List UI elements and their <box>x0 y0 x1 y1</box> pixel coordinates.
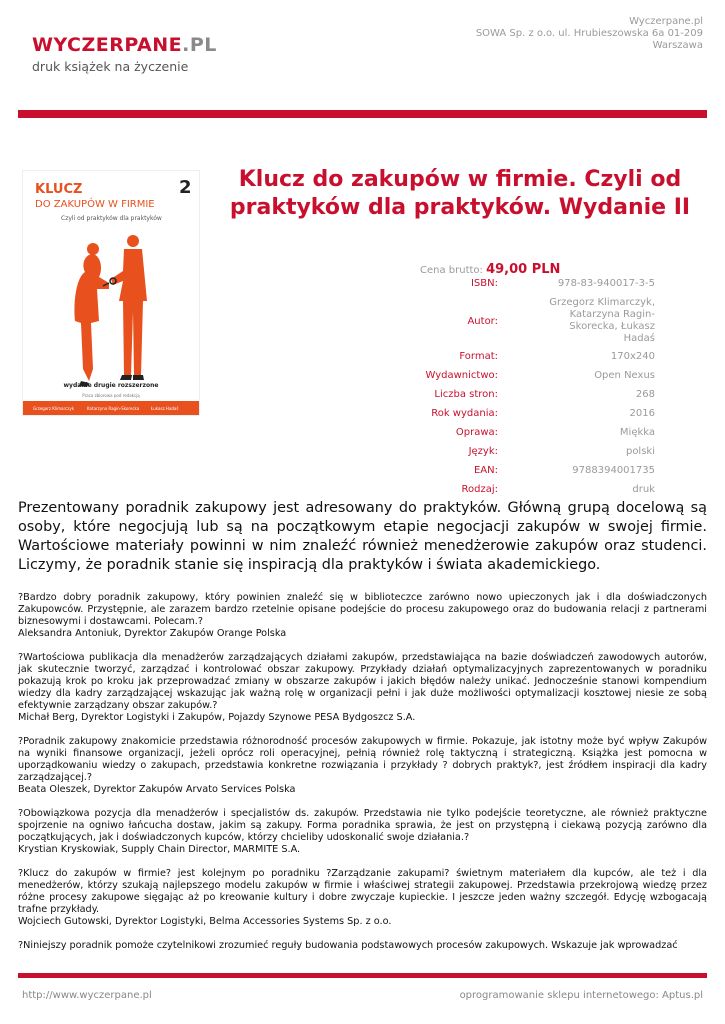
site-logo[interactable] <box>32 34 217 74</box>
spec-label: Język: <box>468 446 498 457</box>
cover-editor-note: Praca zbiorowa pod redakcją <box>82 393 140 398</box>
spec-label: Oprawa: <box>455 427 498 438</box>
spec-label: Format: <box>459 351 498 362</box>
header-divider <box>18 110 707 118</box>
price-row <box>420 262 660 277</box>
description-intro: Prezentowany poradnik zakupowy jest adresowany do praktyków. Główną grupą docelową są osoby, które negocjują lub są na początkowym etapie negocjacji zakupów w swojej firmie. Wartościowe materiały powinni w nim znaleźć również menedżerowie zakupów oraz studenci. Liczymy, że poradnik stanie się inspiracją dla praktyków i świata akademickiego. <box>18 500 707 573</box>
cover-title-line-2: DO ZAKUPÓW W FIRMIE <box>35 199 155 210</box>
footer-divider <box>18 973 707 978</box>
product-specs <box>370 278 655 496</box>
spec-value: 170x240 <box>610 351 655 362</box>
spec-value: 9788394001735 <box>572 465 655 476</box>
cover-edition: wydanie drugie rozszerzone <box>63 382 159 389</box>
spec-label: ISBN: <box>470 278 498 289</box>
review-text: ?Poradnik zakupowy znakomicie przedstawia różnorodność procesów zakupowych w firmie. Pokazuje, jak istotny może być wpływ Zakupów na wyniki finansowe organizacji, jeżeli oprócz roli operacyjnej, pełnią również rolę taktyczną i strategiczną. Książka jest pomocna w uporządkowaniu wiedzy o zakupach, przedstawia konkretne rozwiązania i przykłady ? dobrych praktyk?, jest źródłem inspiracji dla kadry zarządzającej.? <box>18 736 707 783</box>
review-text: ?Bardzo dobry poradnik zakupowy, który powinien znaleźć się w biblioteczce zarówno nowo upieczonych jak i dla doświadczonych Zakupowców. Przystępnie, ale zarazem bardzo rzetelnie opisane podejście do procesu zakupowego oraz do budowania relacji z partnerami biznesowymi i dostawcami. Polecam.? <box>18 592 707 627</box>
spec-value: 978-83-940017-3-5 <box>557 278 655 289</box>
footer-site-link[interactable]: http://www.wyczerpane.pl <box>22 990 152 1001</box>
spec-label: Rok wydania: <box>431 408 498 419</box>
spec-label: Wydawnictwo: <box>425 370 498 381</box>
spec-value <box>498 297 655 345</box>
spec-value: polski <box>625 446 655 457</box>
businessman-figure <box>111 235 147 380</box>
cover-author-3: Łukasz Hadaś <box>151 406 179 411</box>
review-text: ?Obowiązkowa pozycja dla menadżerów i specjalistów ds. zakupów. Przedstawia nie tylko podejście teoretyczne, ale również praktyczne spojrzenie na ogniwo łańcucha dostaw, jakim są zakupy. Forma poradnika sprawia, że jest on przystępną i ciekawą pozycją zarówno dla początkujących, jak i doświadczonych kupców, którzy chcieliby udoskonalić swoje działania.? <box>18 808 707 843</box>
cover-title-line-1: KLUCZ <box>35 182 83 197</box>
spec-label: Rodzaj: <box>461 484 498 495</box>
review-text: ?Niniejszy poradnik pomoże czytelnikowi zrozumieć reguły budowania podstawowych procesów zakupowych. Wskazuje jak wprowadzać <box>18 940 678 951</box>
cover-author-1: Grzegorz Klimarczyk <box>33 406 75 411</box>
spec-row-format <box>370 351 655 363</box>
footer-software-credit: oprogramowanie sklepu internetowego: Aptus.pl <box>459 990 703 1001</box>
review-author: Beata Oleszek, Dyrektor Zakupów Arvato Services Polska <box>18 784 296 795</box>
book-cover-art <box>23 171 199 415</box>
review-text: ?Klucz do zakupów w firmie? jest kolejnym po poradniku ?Zarządzanie zakupami? świetnym materiałem dla kupców, ale też i dla menedżerów, którzy szukają najlepszego modelu zakupów w firmie i właściwej strategii zakupowej. Przedstawia przekrojową wiedzę przez różne procesy zakupowe sięgając aż po kreowanie kultury i dobre zwyczaje kupieckie. I jeszcze jeden ważny szczegół. Edycję wzbogacają trafne przykłady. <box>18 868 707 915</box>
shop-name: Wyczerpane.pl <box>629 16 703 27</box>
logo-wordmark <box>32 34 217 56</box>
review-author: Krystian Kryskowiak, Supply Chain Director, MARMITE S.A. <box>18 844 301 855</box>
spec-label: Liczba stron: <box>434 389 498 400</box>
price-value: 49,00 PLN <box>486 262 561 277</box>
spec-value: Miękka <box>619 427 655 438</box>
review <box>18 868 707 928</box>
spec-row-ean <box>370 465 655 477</box>
spec-value: 2016 <box>629 408 655 419</box>
logo-wordmark-domain: .PL <box>182 34 217 56</box>
review-author: Michał Berg, Dyrektor Logistyki i Zakupów, Pojazdy Szynowe PESA Bydgoszcz S.A. <box>18 712 416 723</box>
price-label: Cena brutto: <box>420 265 483 276</box>
logo-tagline: druk książek na życzenie <box>32 59 189 74</box>
cover-author-2: Katarzyna Ragin-Skorecka <box>87 406 140 411</box>
spec-row-type <box>370 484 655 496</box>
spec-value: Open Nexus <box>594 370 655 381</box>
spec-row-year <box>370 408 655 420</box>
cover-edition-number: 2 <box>179 177 192 198</box>
spec-row-author <box>370 297 655 345</box>
cover-subtitle: Czyli od praktyków dla praktyków <box>61 215 162 222</box>
reviews <box>18 592 707 964</box>
logo-wordmark-main: WYCZERPANE <box>32 34 183 56</box>
review-author: Wojciech Gutowski, Dyrektor Logistyki, Belma Accessories Systems Sp. z o.o. <box>18 916 392 927</box>
review <box>18 940 707 952</box>
shop-address-line-1: SOWA Sp. z o.o. ul. Hrubieszowska 6a 01-209 <box>475 28 703 39</box>
spec-row-publisher <box>370 370 655 382</box>
spec-row-language <box>370 446 655 458</box>
review-text: ?Wartościowa publikacja dla menadżerów zarządzających działami zakupów, przedstawiająca na bazie doświadczeń zawodowych autorów, jak skutecznie tworzyć, zarządzać i kontrolować obszar zakupowy. Przykłady działań optymalizacyjnych zaprezentowanych w poradniku pokazują krok po kroku jak przeprowadzać zmiany w obszarze zakupów i jakich błędów należy unikać. Jednocześnie stanowi kompendium wiedzy dla kadry zarządzającej wskazując jak ważną rolę w organizacji pełni i jak duże możliwości optymalizacji kosztowej niesie ze sobą efektywnie zarządzany obszar zakupów.? <box>18 652 707 711</box>
spec-row-isbn <box>370 278 655 290</box>
spec-label: Autor: <box>467 315 498 327</box>
review <box>18 652 707 724</box>
shop-address-line-2: Warszawa <box>652 40 703 51</box>
spec-row-binding <box>370 427 655 439</box>
review <box>18 808 707 856</box>
spec-row-pages <box>370 389 655 401</box>
book-cover <box>22 170 200 416</box>
shop-info <box>476 16 703 52</box>
spec-value-author: Grzegorz Klimarczyk, Katarzyna Ragin-Skorecka, Łukasz Hadaś <box>549 297 655 344</box>
businesswoman-figure <box>74 243 109 387</box>
product-title: Klucz do zakupów w firmie. Czyli od praktyków dla praktyków. Wydanie II <box>229 167 691 220</box>
spec-label: EAN: <box>473 465 498 476</box>
review-author: Aleksandra Antoniuk, Dyrektor Zakupów Orange Polska <box>18 628 287 639</box>
review <box>18 736 707 796</box>
spec-value: 268 <box>635 389 655 400</box>
spec-value: druk <box>632 484 655 495</box>
review <box>18 592 707 640</box>
